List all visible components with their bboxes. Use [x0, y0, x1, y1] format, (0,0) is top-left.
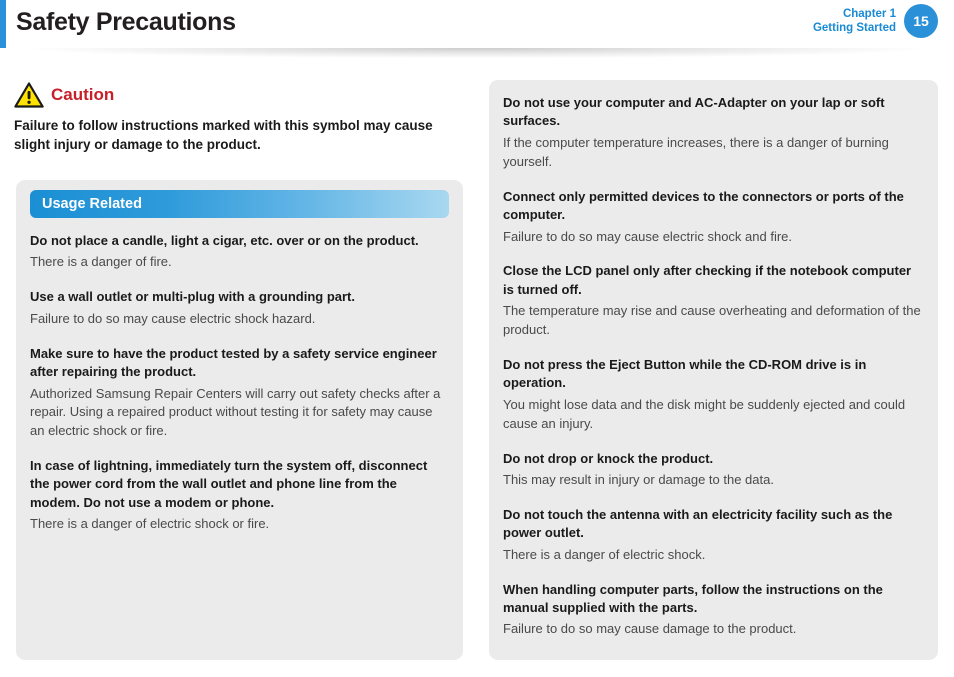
page-header	[0, 0, 954, 48]
item-heading: Do not place a candle, light a cigar, etc. over or on the product.	[30, 233, 419, 248]
page-title: Safety Precautions	[16, 8, 236, 36]
warning-triangle-icon	[14, 82, 44, 108]
list-item	[503, 94, 922, 172]
header-divider-shadow	[0, 48, 954, 61]
caution-header-row	[14, 82, 464, 108]
header-accent-bar	[0, 0, 6, 48]
list-item	[503, 506, 922, 565]
item-body: Failure to do so may cause electric shock and fire.	[503, 228, 793, 244]
list-item	[30, 232, 449, 272]
item-heading: Connect only permitted devices to the connectors or ports of the computer.	[503, 188, 904, 223]
chapter-block	[813, 7, 896, 36]
header-chapter-indicator	[813, 4, 938, 38]
list-item	[503, 262, 922, 340]
section-title: Usage Related	[42, 196, 142, 212]
item-body: Authorized Samsung Repair Centers will carry out safety checks after a repair. Using a repaired product without testing it for safety may cause an electric shock or fire.	[30, 385, 441, 439]
chapter-number-label: Chapter 1	[842, 7, 896, 20]
caution-label: Caution	[51, 85, 115, 104]
item-body: You might lose data and the disk might be suddenly ejected and could cause an injury.	[503, 396, 906, 431]
item-body: This may result in injury or damage to the data.	[503, 471, 774, 487]
item-body: There is a danger of fire.	[30, 254, 172, 270]
list-item	[30, 345, 449, 441]
list-item	[503, 356, 922, 434]
item-body: There is a danger of electric shock.	[503, 546, 706, 562]
list-item	[30, 288, 449, 328]
usage-related-panel	[16, 180, 463, 660]
item-heading: In case of lightning, immediately turn the system off, disconnect the power cord from the wall outlet and phone line from the modem. Do not use a modem or phone.	[30, 458, 428, 510]
section-header-bar	[30, 190, 449, 218]
chapter-name-label: Getting Started	[812, 22, 896, 34]
precautions-panel	[489, 80, 938, 660]
item-body: If the computer temperature increases, there is a danger of burning yourself.	[503, 134, 889, 169]
item-heading: Use a wall outlet or multi-plug with a grounding part.	[30, 289, 355, 305]
item-body: Failure to do so may cause electric shock hazard.	[30, 310, 316, 326]
item-heading: Do not use your computer and AC-Adapter on your lap or soft surfaces.	[503, 95, 885, 129]
caution-description: Failure to follow instructions marked with this symbol may cause slight injury or damage to the product.	[14, 118, 433, 153]
item-heading: When handling computer parts, follow the instructions on the manual supplied with the parts.	[503, 581, 883, 616]
list-item	[503, 581, 922, 640]
item-heading: Make sure to have the product tested by a safety service engineer after repairing the product.	[30, 345, 437, 380]
item-heading: Do not press the Eject Button while the CD-ROM drive is in operation.	[503, 356, 867, 391]
item-body: There is a danger of electric shock or fire.	[30, 516, 270, 532]
item-body: The temperature may rise and cause overheating and deformation of the product.	[503, 303, 921, 338]
item-heading: Do not touch the antenna with an electricity facility such as the power outlet.	[503, 506, 893, 541]
page-number-badge: 15	[904, 4, 938, 38]
list-item	[503, 450, 922, 490]
list-item	[30, 457, 449, 534]
item-heading: Close the LCD panel only after checking if the notebook computer is turned off.	[503, 263, 912, 297]
caution-block	[14, 82, 464, 154]
list-item	[503, 188, 922, 247]
item-heading: Do not drop or knock the product.	[503, 450, 714, 466]
item-body: Failure to do so may cause damage to the product.	[503, 621, 797, 637]
